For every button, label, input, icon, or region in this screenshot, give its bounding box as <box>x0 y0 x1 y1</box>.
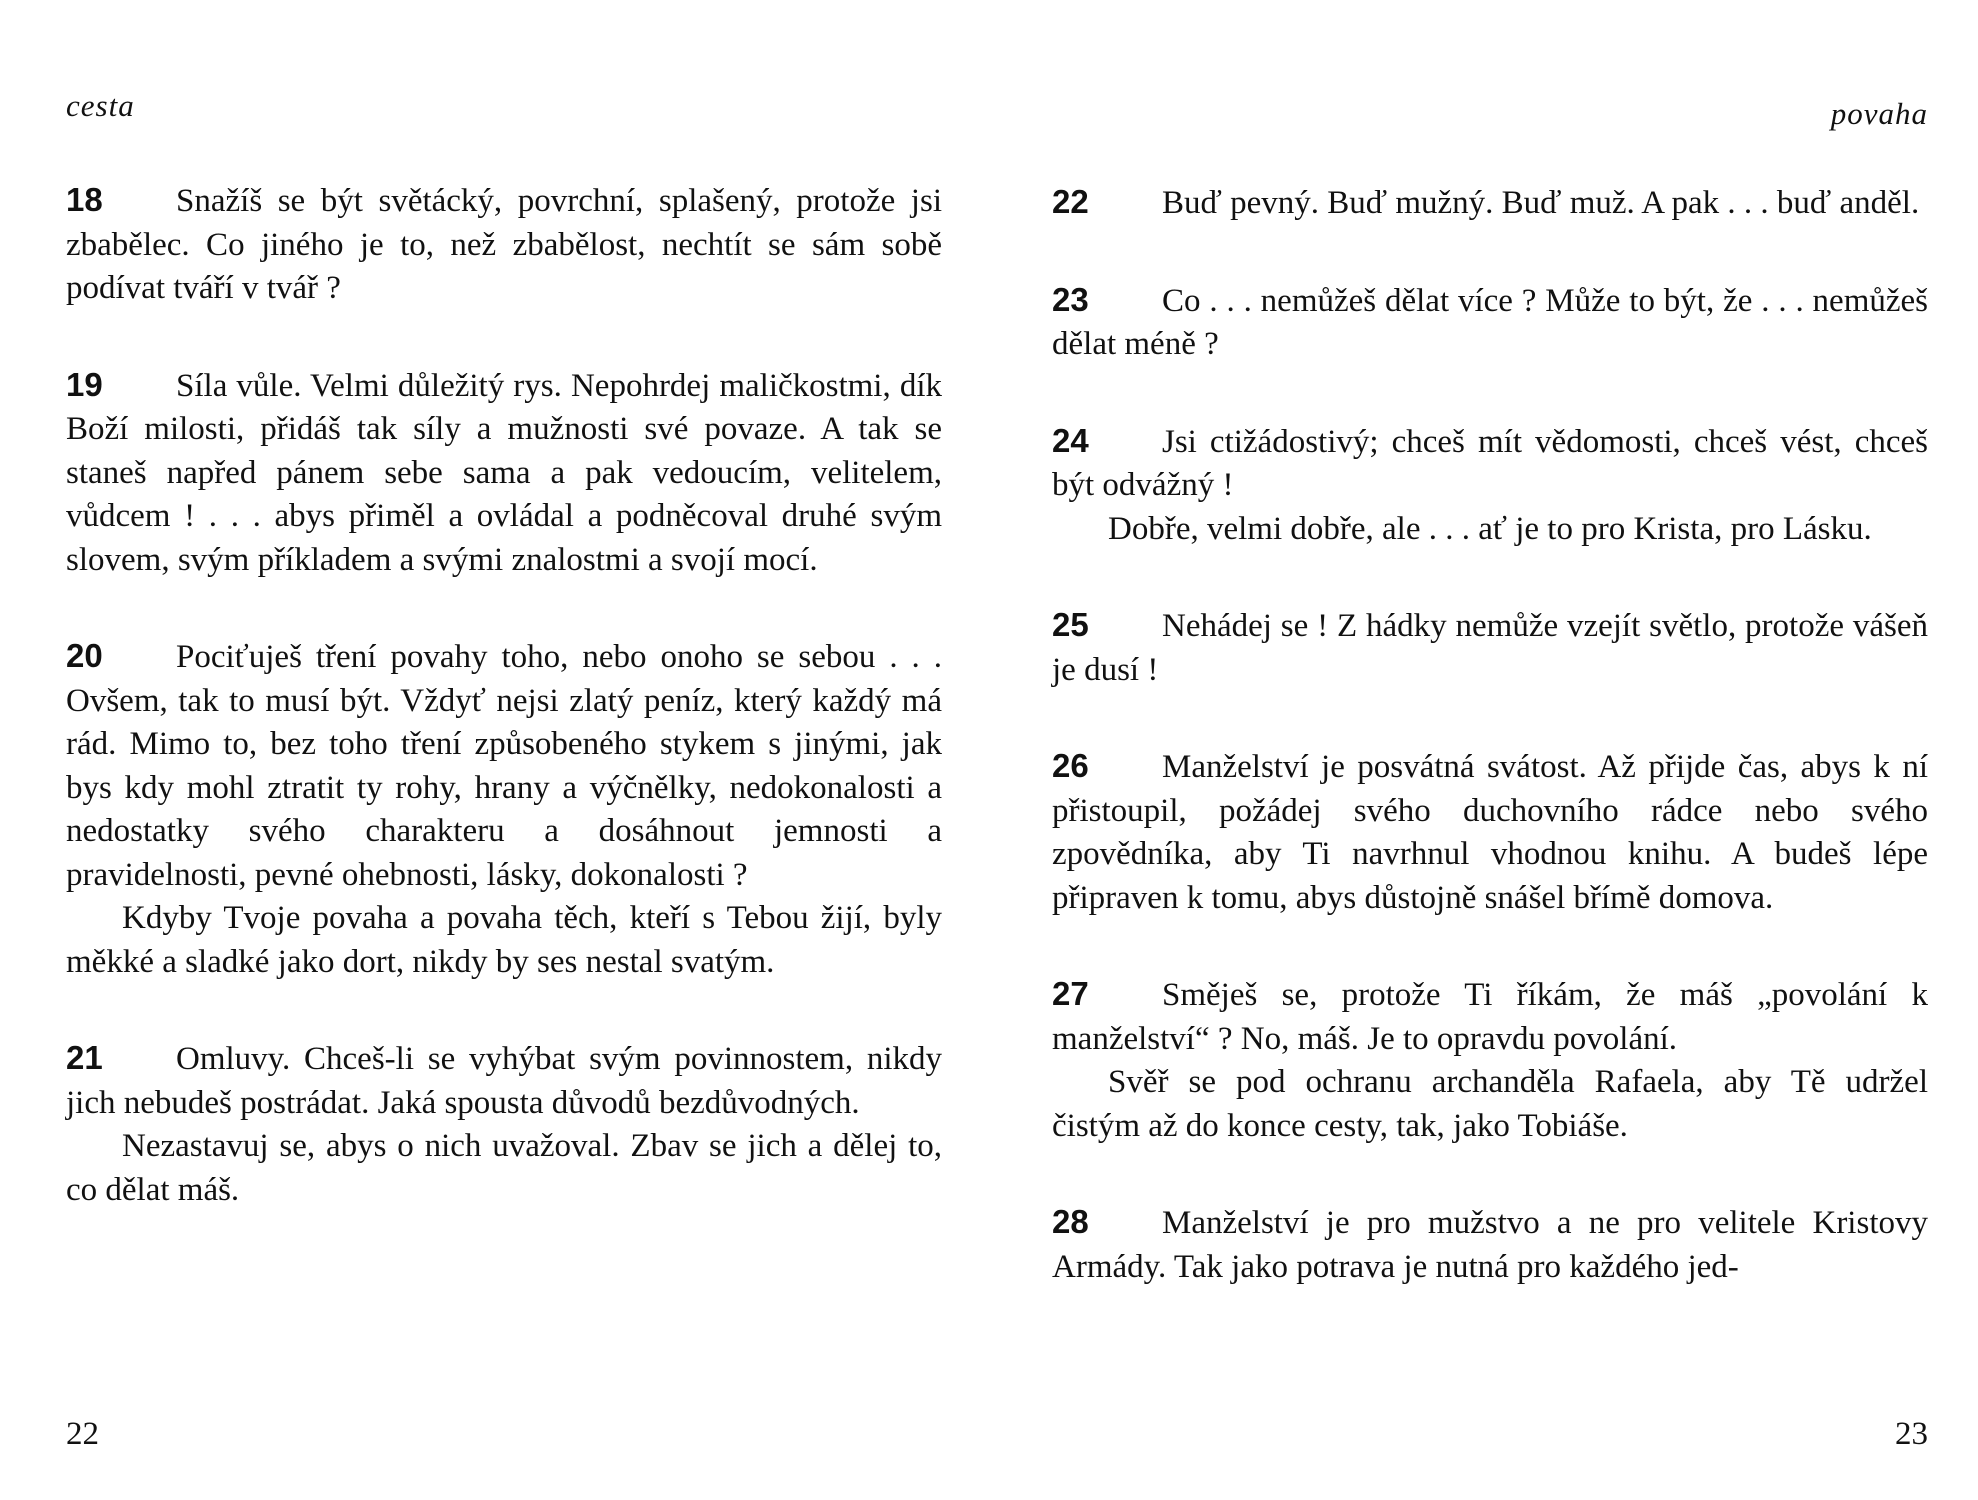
paragraph-number: 26 <box>1052 747 1089 784</box>
paragraph-text: Pociťuješ tření povahy toho, nebo onoho se sebou . . . Ovšem, tak to musí být. Vždyť nejsi zlatý peníz, který každý má rád. Mimo to, bez toho tření způsobeného stykem s jinými, jak bys kdy mohl ztratit ty rohy, hrany a výčnělky, nedokonalosti a nedostatky svého charakteru a dosáhnout jemnosti a pravidelnosti, pevné ohebnosti, lásky, dokonalosti ? <box>66 639 942 893</box>
paragraph-18 <box>66 178 942 311</box>
paragraph-text: Síla vůle. Velmi důležitý rys. Nepohrdej maličkostmi, dík Boží milosti, přidáš tak síly a mužnosti své povaze. A tak se staneš napřed pánem sebe sama a pak vedoucím, velitelem, vůdcem ! . . . abys přiměl a ovládal a podněcoval druhé svým slovem, svým příkladem a svými znalostmi a svojí mocí. <box>66 367 942 578</box>
paragraph-number: 22 <box>1052 183 1089 220</box>
running-head: povaha <box>1830 96 1928 131</box>
paragraph-19 <box>66 363 942 583</box>
paragraph-number: 23 <box>1052 280 1089 318</box>
paragraph-text: Směješ se, protože Ti říkám, že máš „povolání k manželství“ ? No, máš. Je to opravdu povolání. <box>1052 977 1928 1057</box>
paragraph-text: Omluvy. Chceš-li se vyhýbat svým povinnostem, nikdy jich nebudeš postrádat. Jaká spousta důvodů bezdůvodných. <box>66 1041 942 1121</box>
paragraph-22 <box>1052 180 1928 226</box>
paragraph-number: 27 <box>1052 975 1089 1012</box>
paragraph-25 <box>1052 603 1928 692</box>
paragraph-number: 19 <box>66 365 103 403</box>
paragraph-28 <box>1052 1200 1928 1289</box>
paragraph-20 <box>66 634 942 984</box>
paragraph-24 <box>1052 419 1928 552</box>
page-number: 22 <box>66 1416 99 1452</box>
paragraph-text: Manželství je pro mužstvo a ne pro velitele Kristovy Armády. Tak jako potrava je nutná pro každého jed- <box>1052 1205 1928 1285</box>
paragraph-continuation: Nezastavuj se, abys o nich uvažoval. Zbav se jich a dělej to, co dělat máš. <box>66 1128 942 1208</box>
paragraph-continuation: Kdyby Tvoje povaha a povaha těch, kteří s Tebou žijí, byly měkké a sladké jako dort, nikdy by ses nestal svatým. <box>66 900 942 980</box>
paragraph-text: Co . . . nemůžeš dělat více ? Může to být, že . . . nemůžeš dělat méně ? <box>1052 282 1928 362</box>
paragraph-text: Jsi ctižádostivý; chceš mít vědomosti, chceš vést, chceš být odvážný ! <box>1052 423 1928 503</box>
paragraph-number: 18 <box>66 181 103 218</box>
paragraph-number: 25 <box>1052 606 1089 643</box>
paragraph-27 <box>1052 972 1928 1148</box>
paragraph-number: 21 <box>66 1039 103 1076</box>
running-head: cesta <box>66 88 135 123</box>
paragraph-text: Nehádej se ! Z hádky nemůže vzejít světlo, protože vášeň je dusí ! <box>1052 608 1928 688</box>
paragraph-continuation: Svěř se pod ochranu archanděla Rafaela, aby Tě udržel čistým až do konce cesty, tak, jako Tobiáše. <box>1052 1064 1928 1144</box>
paragraph-list <box>1052 180 1928 1341</box>
paragraph-text: Buď pevný. Buď mužný. Buď muž. A pak . . . buď anděl. <box>1162 185 1920 221</box>
paragraph-text: Manželství je posvátná svátost. Až přijde čas, abys k ní přistoupil, požádej svého duchovního rádce nebo svého zpovědníka, aby Ti navrhnul vhodnou knihu. A budeš lépe připraven k tomu, abys důstojně snášel břímě domova. <box>1052 749 1928 916</box>
paragraph-21 <box>66 1036 942 1212</box>
paragraph-text: Snažíš se být světácký, povrchní, splašený, protože jsi zbabělec. Co jiného je to, než zbabělost, nechtít se sám sobě podívat tváří v tvář ? <box>66 183 942 306</box>
paragraph-26 <box>1052 744 1928 920</box>
paragraph-continuation: Dobře, velmi dobře, ale . . . ať je to pro Krista, pro Lásku. <box>1108 510 1872 547</box>
paragraph-23 <box>1052 278 1928 367</box>
paragraph-number: 20 <box>66 637 103 674</box>
paragraph-number: 28 <box>1052 1203 1089 1240</box>
left-page <box>66 0 942 1500</box>
paragraph-list <box>66 178 942 1264</box>
right-page <box>1052 0 1928 1500</box>
paragraph-number: 24 <box>1052 421 1089 459</box>
page-number: 23 <box>1895 1416 1928 1452</box>
